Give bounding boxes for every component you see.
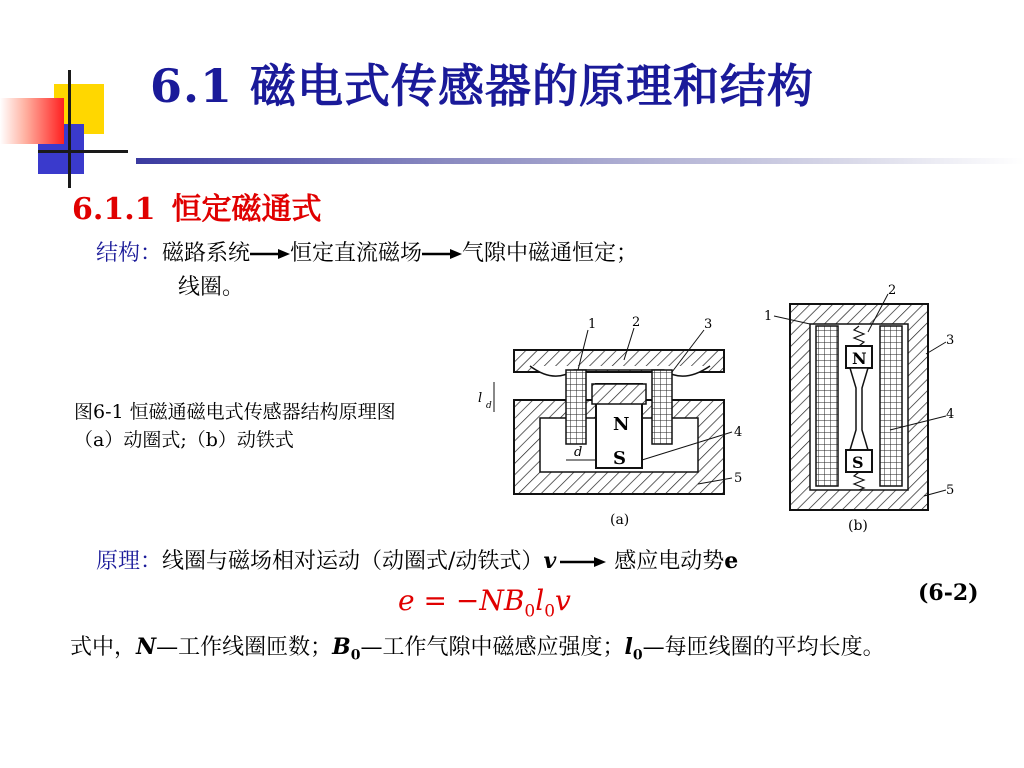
- explanation-prefix: 式中，: [70, 635, 137, 660]
- formula-b: B: [503, 584, 525, 617]
- pole-n-a: N: [613, 414, 630, 435]
- callout-5-a: 5: [734, 471, 743, 486]
- title-underline: [136, 158, 1024, 164]
- symbol-l-desc: —每匝线圈的平均长度。: [642, 635, 885, 660]
- structure-line-2: 线圈。: [178, 275, 245, 300]
- panel-label-a: (a): [610, 512, 630, 528]
- structure-label: 结构：: [96, 241, 163, 266]
- deco-horizontal-line: [38, 150, 128, 153]
- arrow-icon: [560, 555, 606, 569]
- principle-line: [96, 544, 738, 575]
- dim-l-a: l: [478, 391, 483, 406]
- panel-label-b: (b): [848, 518, 868, 534]
- principle-label: 原理：: [96, 549, 163, 574]
- slide-title: 6.1 磁电式传感器的原理和结构: [150, 59, 815, 113]
- formula-sub-b: 0: [524, 601, 536, 622]
- pole-n-b: N: [852, 349, 867, 368]
- symbol-l-sub: 0: [632, 647, 643, 664]
- callout-3-a: 3: [704, 317, 713, 332]
- section-number: 6.1.1: [72, 192, 156, 227]
- dim-d-sub-a: d: [486, 401, 492, 411]
- principle-text: 线圈与磁场相对运动（动圈式/动铁式）: [162, 549, 544, 574]
- callout-1-a: 1: [588, 317, 597, 332]
- symbol-b-sub: 0: [350, 647, 361, 664]
- principle-var-v: v: [543, 548, 557, 574]
- symbol-b: B: [332, 634, 351, 660]
- caption-line-2: （a）动圈式;（b）动铁式: [74, 429, 294, 451]
- figure-b-moving-iron: [764, 282, 960, 536]
- formula: [398, 584, 571, 622]
- formula-v: v: [555, 584, 571, 617]
- pole-s-b: S: [852, 453, 864, 472]
- arrow-icon: [422, 247, 462, 261]
- pole-s-a: S: [613, 448, 626, 469]
- callout-1-b: 1: [764, 309, 773, 324]
- symbol-n-desc: —工作线圈匝数；: [156, 635, 333, 660]
- callout-5-b: 5: [946, 483, 955, 498]
- structure-line: [96, 236, 638, 267]
- figure-caption: [74, 398, 396, 454]
- callout-2-b: 2: [888, 283, 897, 298]
- dim-d-a: d: [574, 445, 583, 460]
- callout-3-b: 3: [946, 333, 955, 348]
- section-heading: [72, 184, 322, 228]
- structure-item-3: 气隙中磁通恒定；: [462, 241, 639, 266]
- structure-item-1: 磁路系统: [162, 241, 251, 266]
- callout-4-b: 4: [946, 407, 955, 422]
- formula-equals: = −: [414, 584, 480, 617]
- caption-line-1: 图6-1 恒磁通磁电式传感器结构原理图: [74, 401, 396, 423]
- formula-n: N: [479, 584, 504, 617]
- callout-4-a: 4: [734, 425, 743, 440]
- deco-red-gradient: [0, 98, 64, 144]
- section-title: 恒定磁通式: [171, 192, 322, 227]
- deco-vertical-line: [68, 70, 71, 188]
- arrow-icon: [250, 247, 290, 261]
- symbol-l: l: [624, 634, 633, 660]
- symbol-n: N: [136, 634, 157, 660]
- principle-result: 感应电动势: [614, 549, 725, 574]
- formula-lhs: e: [398, 584, 415, 617]
- symbol-b-desc: —工作气隙中磁感应强度；: [360, 635, 625, 660]
- figure-a-moving-coil: [474, 300, 764, 532]
- callout-2-a: 2: [632, 315, 641, 330]
- formula-l: l: [535, 584, 545, 617]
- principle-var-e: e: [724, 548, 739, 574]
- explanation-text: [70, 634, 980, 669]
- formula-sub-l: 0: [544, 601, 556, 622]
- equation-number: (6-2): [918, 580, 979, 606]
- structure-item-2: 恒定直流磁场: [290, 241, 423, 266]
